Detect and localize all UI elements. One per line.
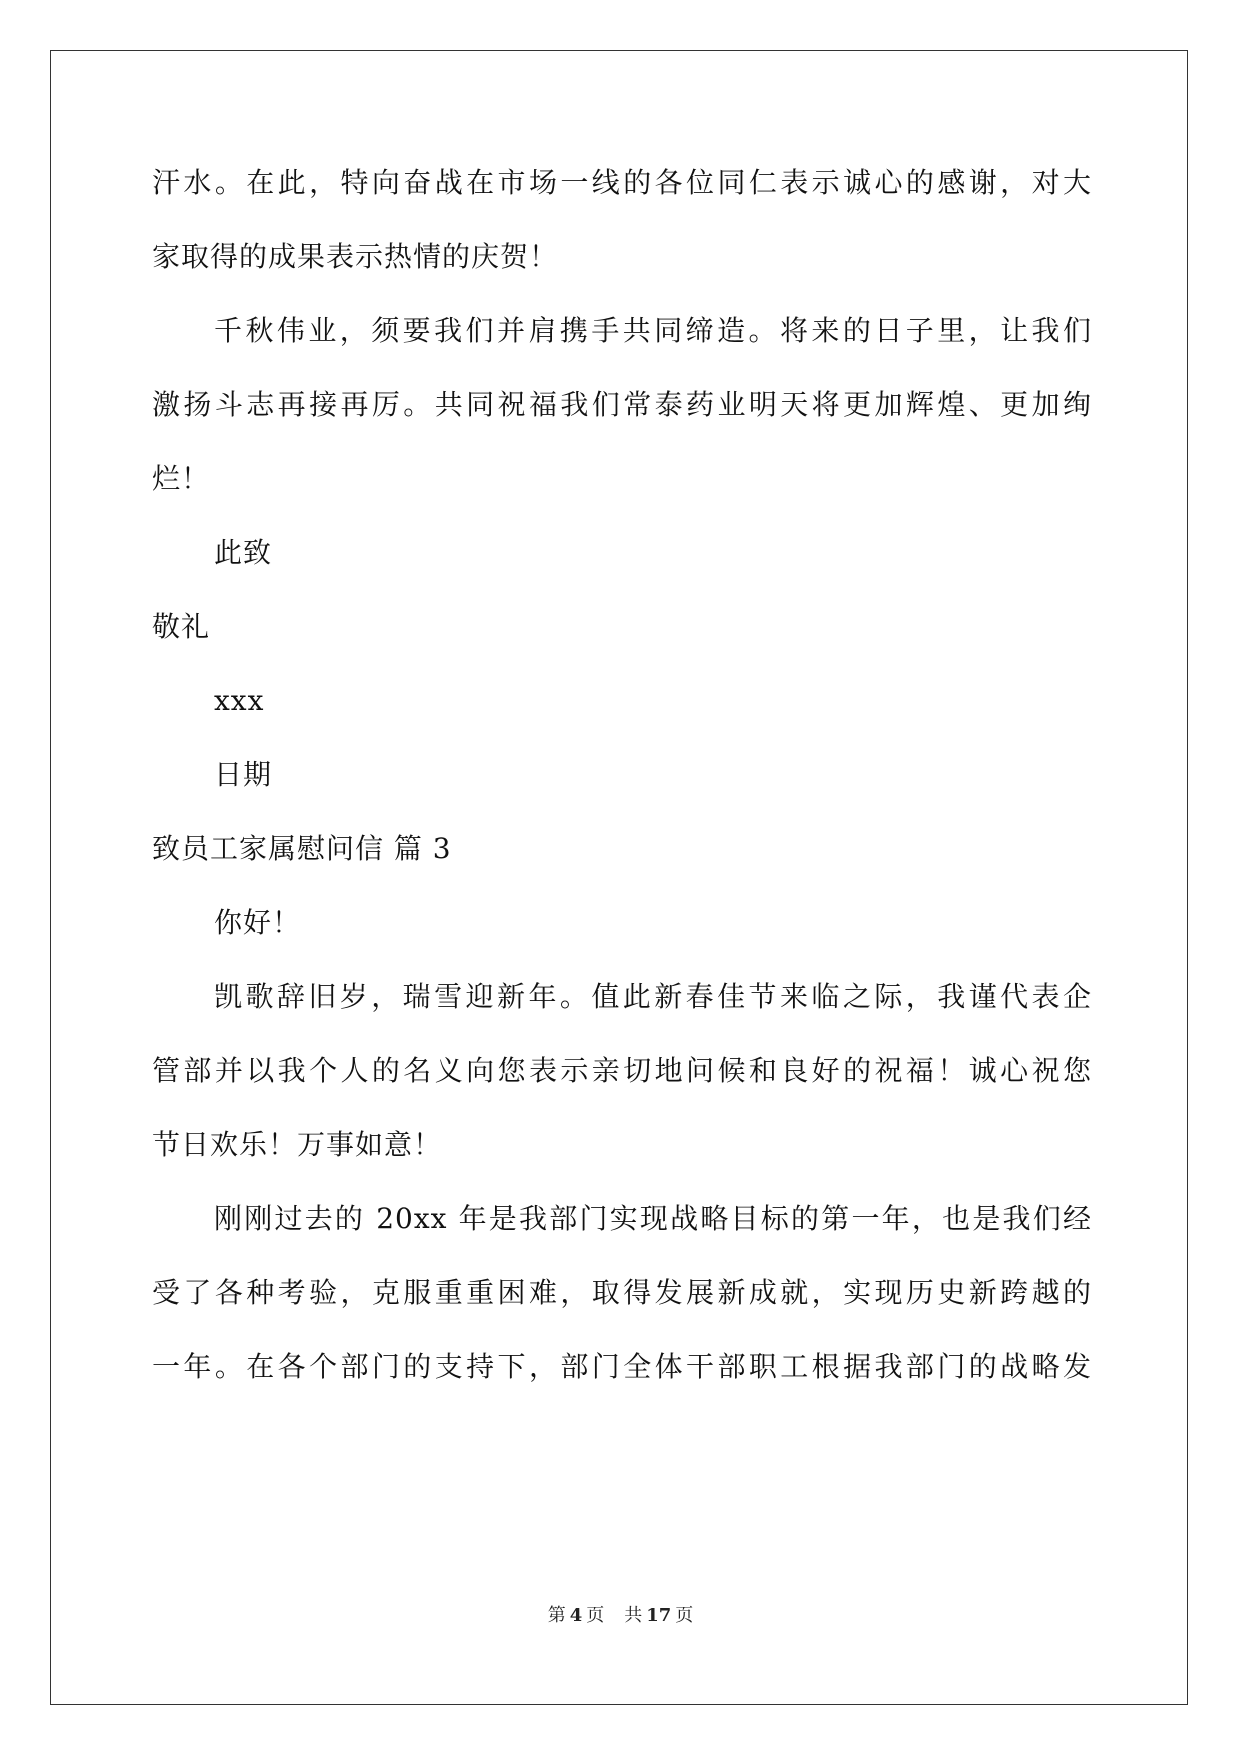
page-footer	[0, 1601, 1241, 1627]
section-title: 致员工家属慰问信 篇 3	[152, 832, 452, 865]
paragraph-line: 凯歌辞旧岁，瑞雪迎新年。值此新春佳节来临之际，我谨代表企	[214, 980, 1092, 1013]
paragraph-line: 汗水。在此，特向奋战在市场一线的各位同仁表示诚心的感谢，对大	[152, 166, 1092, 199]
greeting: 你好！	[214, 906, 302, 939]
footer-prefix: 第	[547, 1605, 566, 1626]
signature-name: xxx	[214, 684, 265, 717]
paragraph-line: 一年。在各个部门的支持下，部门全体干部职工根据我部门的战略发	[152, 1350, 1092, 1383]
footer-total-suffix: 页	[675, 1605, 694, 1626]
closing-salutation: 此致	[214, 536, 273, 569]
closing-regards: 敬礼	[152, 610, 211, 643]
paragraph-line: 烂！	[152, 462, 211, 495]
paragraph-line: 千秋伟业，须要我们并肩携手共同缔造。将来的日子里，让我们	[214, 314, 1092, 347]
paragraph-line: 激扬斗志再接再厉。共同祝福我们常泰药业明天将更加辉煌、更加绚	[152, 388, 1092, 421]
signature-date: 日期	[214, 758, 273, 791]
footer-page-suffix: 页	[586, 1605, 605, 1626]
footer-total-prefix: 共	[624, 1605, 643, 1626]
document-body	[152, 158, 1092, 1416]
paragraph-line: 受了各种考验，克服重重困难，取得发展新成就，实现历史新跨越的	[152, 1276, 1092, 1309]
paragraph-line: 管部并以我个人的名义向您表示亲切地问候和良好的祝福！诚心祝您	[152, 1054, 1092, 1087]
total-page-number: 17	[646, 1605, 672, 1626]
paragraph-line: 家取得的成果表示热情的庆贺！	[152, 240, 559, 273]
current-page-number: 4	[569, 1605, 583, 1626]
paragraph-line: 节日欢乐！万事如意！	[152, 1128, 443, 1161]
paragraph-line: 刚刚过去的 20xx 年是我部门实现战略目标的第一年，也是我们经	[214, 1202, 1092, 1235]
